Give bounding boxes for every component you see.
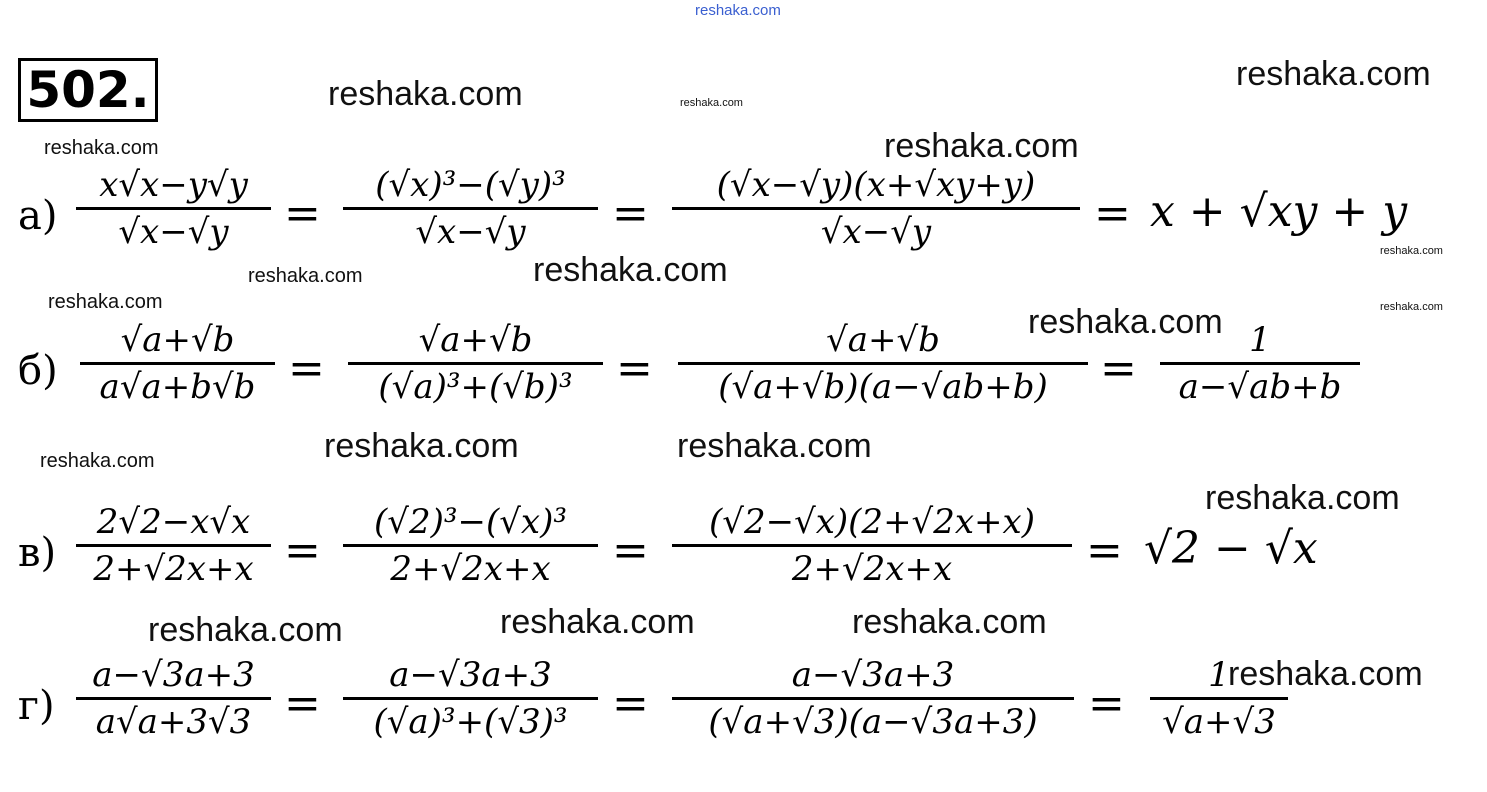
fraction-g-1 <box>76 655 271 742</box>
watermark: reshaka.com <box>1380 301 1443 313</box>
watermark: reshaka.com <box>328 75 523 113</box>
fraction-b-3 <box>678 320 1088 407</box>
denominator: 2+√2x+x <box>390 549 551 589</box>
fraction-g-3 <box>672 655 1074 742</box>
watermark: reshaka.com <box>500 603 695 641</box>
row-label-a: а) <box>18 193 58 239</box>
numerator: (√2−√x)(2+√2x+x) <box>709 502 1035 542</box>
fraction-a-3 <box>672 165 1080 252</box>
fraction-b-1 <box>80 320 275 407</box>
watermark: reshaka.com <box>324 427 519 465</box>
fraction-bar <box>672 544 1072 547</box>
equals-sign: = <box>284 525 321 576</box>
fraction-v-3 <box>672 502 1072 589</box>
watermark: reshaka.com <box>1205 479 1400 517</box>
equals-sign: = <box>1088 678 1125 729</box>
equals-sign: = <box>1086 525 1123 576</box>
equals-sign: = <box>612 525 649 576</box>
denominator: (√a+√b)(a−√ab+b) <box>718 367 1048 407</box>
denominator: 2+√2x+x <box>791 549 953 589</box>
fraction-bar <box>1150 697 1288 700</box>
denominator: √x−√y <box>415 212 526 252</box>
fraction-bar <box>343 207 598 210</box>
fraction-v-1 <box>76 502 271 589</box>
fraction-a-2 <box>343 165 598 252</box>
watermark: reshaka.com <box>884 127 1079 165</box>
denominator: (√a)³+(√3)³ <box>373 702 568 742</box>
numerator: (√x−√y)(x+√xy+y) <box>716 165 1036 205</box>
numerator: a−√3a+3 <box>791 655 955 695</box>
fraction-bar <box>678 362 1088 365</box>
denominator: √a+√3 <box>1162 702 1276 742</box>
numerator: a−√3a+3 <box>389 655 552 695</box>
equals-sign: = <box>612 678 649 729</box>
denominator: √x−√y <box>118 212 229 252</box>
fraction-g-4 <box>1150 655 1288 742</box>
fraction-b-4 <box>1160 320 1360 407</box>
numerator: √a+√b <box>120 320 235 360</box>
problem-number: 502. <box>18 58 158 122</box>
fraction-a-1 <box>76 165 271 252</box>
numerator: 2√2−x√x <box>96 502 251 542</box>
numerator: x√x−y√y <box>99 165 248 205</box>
denominator: (√a+√3)(a−√3a+3) <box>708 702 1038 742</box>
fraction-bar <box>343 544 598 547</box>
equals-sign: = <box>284 188 321 239</box>
watermark: reshaka.com <box>677 427 872 465</box>
equals-sign: = <box>284 678 321 729</box>
fraction-bar <box>76 544 271 547</box>
numerator: √a+√b <box>826 320 940 360</box>
denominator: a−√ab+b <box>1178 367 1342 407</box>
numerator: 1 <box>1249 320 1271 360</box>
watermark: reshaka.com <box>40 450 155 472</box>
numerator: a−√3a+3 <box>92 655 255 695</box>
equals-sign: = <box>1094 188 1131 239</box>
fraction-b-2 <box>348 320 603 407</box>
row-label-v: в) <box>18 530 57 576</box>
watermark: reshaka.com <box>1028 303 1223 341</box>
denominator: a√a+3√3 <box>95 702 252 742</box>
fraction-bar <box>80 362 275 365</box>
row-label-b: б) <box>18 348 58 394</box>
watermark: reshaka.com <box>48 291 163 313</box>
result-a: x + √xy + y <box>1150 186 1408 237</box>
numerator: (√x)³−(√y)³ <box>375 165 566 205</box>
watermark: reshaka.com <box>533 251 728 289</box>
numerator: 1 <box>1208 655 1230 695</box>
equals-sign: = <box>288 343 325 394</box>
equals-sign: = <box>1100 343 1137 394</box>
watermark: reshaka.com <box>852 603 1047 641</box>
denominator: a√a+b√b <box>99 367 256 407</box>
watermark: reshaka.com <box>1380 245 1443 257</box>
watermark: reshaka.com <box>248 265 363 287</box>
watermark: reshaka.com <box>1236 55 1431 93</box>
denominator: √x−√y <box>820 212 932 252</box>
numerator: (√2)³−(√x)³ <box>374 502 567 542</box>
fraction-bar <box>672 207 1080 210</box>
fraction-v-2 <box>343 502 598 589</box>
fraction-bar <box>76 697 271 700</box>
result-v: √2 − √x <box>1144 523 1318 574</box>
equals-sign: = <box>612 188 649 239</box>
fraction-bar <box>348 362 603 365</box>
watermark: reshaka.com <box>1228 655 1423 693</box>
numerator: √a+√b <box>418 320 533 360</box>
denominator: 2+√2x+x <box>93 549 254 589</box>
fraction-bar <box>1160 362 1360 365</box>
denominator: (√a)³+(√b)³ <box>378 367 573 407</box>
fraction-bar <box>672 697 1074 700</box>
watermark: reshaka.com <box>44 137 159 159</box>
watermark-top: reshaka.com <box>695 2 781 19</box>
fraction-bar <box>76 207 271 210</box>
row-label-g: г) <box>18 683 55 729</box>
watermark: reshaka.com <box>148 611 343 649</box>
watermark: reshaka.com <box>680 97 743 109</box>
fraction-bar <box>343 697 598 700</box>
equals-sign: = <box>616 343 653 394</box>
fraction-g-2 <box>343 655 598 742</box>
